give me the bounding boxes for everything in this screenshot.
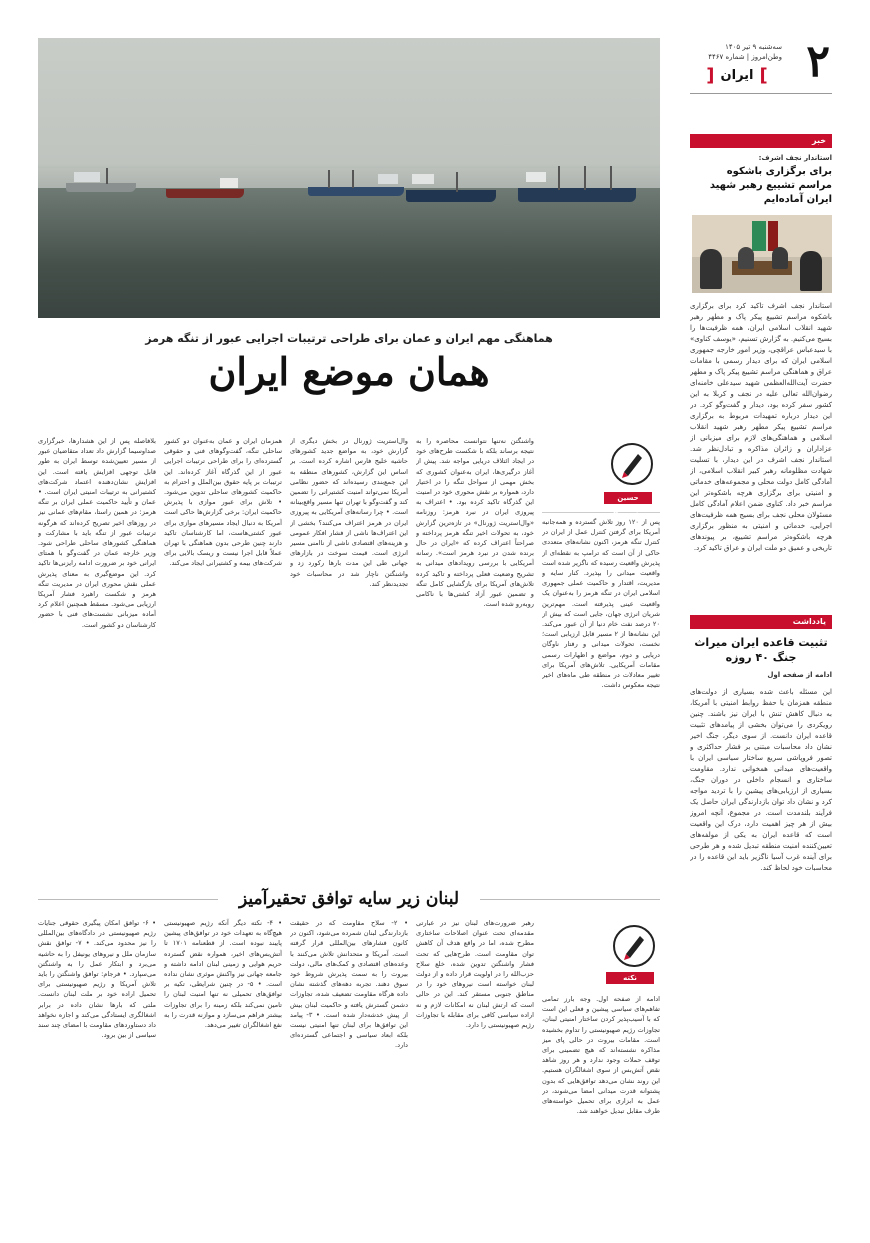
main-article (38, 38, 660, 1116)
flag-icon (752, 221, 766, 251)
note-tag: نکته (606, 972, 654, 984)
sea-surface (38, 188, 660, 318)
bracket-close-icon: [ (706, 64, 715, 86)
issue-line: وطن‌امروز | شماره ۴۴۶۷ (708, 53, 782, 61)
news-body: استاندار نجف اشرف تاکید کرد برای برگزاری باشکوه مراسم تشییع پیکر پاک و مطهر رهبر شهید انقلاب اسلامی ایران، همه ظرفیت‌ها را بسیج می‌کنیم. به گزارش تسنیم، «یوسف کناوی» با سیدعباس عراقچی، وزیر امور خارجه جمهوری اسلامی ایران که برای دیدار رسمی با مقامات عراق و هماهنگی مراسم تشییع پیکر پاک و مطهر حضرت آیت‌الله‌العظمی شهید سیدعلی خامنه‌ای رضوان‌الله تعالی علیه در نجف و کربلا به این کشور سفر کرده بود، دیدار و گفت‌وگو کرد. در این دیدار درباره تمهیدات مربوط به برگزاری مراسم تشییع پیکر مطهر رهبر شهید انقلاب اسلامی و هماهنگی‌های لازم برای میزبانی از عزاداران و زائران مذاکره و تبادل‌نظر شد. استاندار نجف اشرف در این دیدار، با تسلیت شهادت مظلومانه رهبر کبیر انقلاب اسلامی، از آمادگی کامل دولت محلی و مجموعه‌های خدماتی و امنیتی برای برگزاری هرچه باشکوه‌تر این مراسم خبر داد. کناوی ضمن اعلام آمادگی کامل مسئولان محلی نجف برای بسیج همه ظرفیت‌های اجرایی، خدماتی و امنیتی به منظور برگزاری هرچه باشکوه‌تر مراسم تشییع، بر پیوندهای تاریخی و عمیق دو ملت ایران و عراق تاکید کرد. (690, 302, 832, 552)
masthead-info (692, 42, 782, 62)
meeting-photo (692, 215, 832, 293)
lower-article-columns (38, 918, 660, 1196)
article-column-2 (416, 436, 534, 876)
article-kicker: هماهنگی مهم ایران و عمان برای طراحی ترتیبات اجرایی عبور از تنگه هرمز (145, 332, 553, 345)
ship-icon (308, 170, 404, 196)
article-columns (38, 436, 660, 876)
note-headline[interactable]: تثبیت قاعده ایران میراث جنگ ۴۰ روزه (694, 636, 828, 664)
page-number: ۲ (806, 36, 830, 87)
note-label: یادداشت (690, 615, 832, 629)
article-column-5 (38, 436, 156, 876)
article-column-1 (542, 436, 660, 876)
pen-nib-icon (612, 924, 656, 968)
note-continuation: ادامه از صفحه اول (767, 671, 832, 679)
note-body: این مسئله باعث شده بسیاری از دولت‌های منطقه همزمان با حفظ روابط امنیتی با آمریکا، به دنبال کاهش تنش با ایران نیز باشند. چنین رویکردی را می‌توان بخشی از پیامدهای تثبیت قاعده ایران دانست. از سوی دیگر، جنگ اخیر نشان داد محاسبات مبتنی بر فشار حداکثری و تصور فروپاشی سریع ساختار سیاسی ایران با واقعیت‌های میدانی همخوانی ندارد. مقاومت ساختاری و انسجام داخلی در دوران جنگ، بسیاری از ارزیابی‌های پیشین را با تردید مواجه کرد و نشان داد توان بازدارندگی ایران حاصل یک فرآیند بلندمدت است. در مجموع، آنچه امروز بیش از هر چیز اهمیت دارد، درک این واقعیت است که قاعده ایران به یکی از مولفه‌های تعیین‌کننده امنیت منطقه تبدیل شده و هر طرحی برای آینده غرب آسیا ناگزیر باید این قاعده را در محاسبات خود لحاظ کند. (690, 688, 832, 872)
lower-column-1 (542, 918, 660, 1196)
section-title: ایران (720, 67, 754, 83)
lower-column-2 (416, 918, 534, 1196)
ship-icon (166, 176, 244, 198)
date-line: سه‌شنبه ۹ تیر ۱۴۰۵ (725, 43, 782, 51)
column-text: واشنگتن نه‌تنها نتوانست محاصره را به نتیجه برساند بلکه با شکست طرح‌های خود در ایجاد ائتلاف دریایی مواجه شد. پیش از آغاز درگیری‌ها، ایران به‌عنوان کشوری که بخش مهمی از سواحل تنگه را در اختیار دارد، همواره بر نقش محوری خود در امنیت این گذرگاه تاکید کرده بود. • اعتراف به پیروزی ایران در نبرد هرمز: روزنامه «وال‌استریت ژورنال» در تازه‌ترین گزارش خود، به تحولات اخیر تنگه هرمز پرداخته و صراحتاً اعتراف کرده که «ایران در حال برنده شدن در نبرد هرمز است». رسانه آمریکایی با بررسی رویدادهای میدانی به تشریح وضعیت فعلی پرداخته و تاکید کرده تلاش‌های آمریکا برای بازگشایی کامل تنگه و تضمین عبور آزاد کشتی‌ها با ناکامی روبه‌رو شده است. (416, 437, 534, 609)
masthead (690, 38, 832, 94)
author-name: حسین کیانمنش (604, 492, 652, 504)
section-label (694, 64, 780, 86)
lower-column-5 (38, 918, 156, 1196)
author-box (542, 436, 660, 513)
bracket-open-icon: ] (759, 64, 768, 86)
article-column-3 (290, 436, 408, 876)
pen-nib-icon (610, 442, 654, 486)
column-text: ادامه از صفحه اول. وجه بارز تمامی تفاهم‌های سیاسی پیشین و فعلی این است که با آسیب‌پذیر کردن ساختار امنیتی لبنان، تجاوزات رژیم صهیونیستی را تداوم بخشیده است. مقامات بیروت در حالی پای میز مذاکره نشسته‌اند که هیچ تضمینی برای توقف حملات وجود ندارد و هر روز شاهد نقض آتش‌بس از سوی اشغالگران هستیم. این روند نشان می‌دهد توافق‌هایی که بدون پشتوانه قدرت میدانی امضا می‌شوند، در عمل به ابزاری برای تحمیل خواسته‌های طرف مقابل تبدیل خواهند شد. (542, 995, 660, 1116)
column-text: • ۶- توافق امکان پیگیری حقوقی جنایات رژیم صهیونیستی در دادگاه‌های بین‌المللی را نیز محدود می‌کند. • ۷- توافق نقش سازمان ملل و نیروهای یونیفل را به حاشیه می‌برد و ابتکار عمل را به واشنگتن می‌سپارد. • فرجام: توافق واشنگتن را باید تلاش آمریکا و رژیم صهیونیستی برای تحمیل اراده خود بر ملت لبنان دانست. ملتی که بارها نشان داده در برابر اشغالگری ایستادگی می‌کند و اجازه نخواهد داد دستاوردهای مقاومت با امضای چند سند سیاسی از بین برود. (38, 919, 156, 1040)
column-text: وال‌استریت ژورنال در بخش دیگری از گزارش خود، به مواضع جدید کشورهای حاشیه خلیج فارس اشاره کرده است. بر اساس این گزارش، کشورهای منطقه به این جمع‌بندی رسیده‌اند که حضور نظامی آمریکا نمی‌تواند امنیت کشتیرانی را تضمین کند و گفت‌وگو با تهران تنها مسیر واقع‌بینانه است. • چرا رسانه‌های آمریکایی به پیروزی ایران در هرمز اعتراف می‌کنند؟ بخشی از این اعتراف‌ها ناشی از فشار افکار عمومی و هزینه‌های اقتصادی ناشی از ناامنی مسیر انرژی است. قیمت سوخت در بازارهای جهانی طی این مدت بارها رکورد زد و واشنگتن ناچار شد در محاسبات خود تجدیدنظر کند. (290, 437, 408, 588)
column-text: • ۴- نکته دیگر آنکه رژیم صهیونیستی هیچ‌گاه به تعهدات خود در توافق‌های پیشین پایبند نبوده است. از قطعنامه ۱۷۰۱ تا آتش‌بس‌های اخیر، همواره نقض گسترده حریم هوایی و زمینی لبنان ادامه داشته و جامعه جهانی نیز واکنش موثری نشان نداده است. • ۵- در چنین شرایطی، تکیه بر توافق‌های تحمیلی نه تنها امنیت لبنان را تامین نمی‌کند بلکه زمینه را برای تجاوزات بیشتر فراهم می‌سازد و موازنه قدرت را به نفع اشغالگران تغییر می‌دهد. (164, 919, 282, 1030)
news-kicker: استاندار نجف اشرف: (758, 154, 832, 162)
note-box (542, 918, 660, 990)
lower-article-headline[interactable]: لبنان زیر سایه توافق تحقیرآمیز (218, 884, 480, 914)
column-text: • ۲- سلاح مقاومت که در حقیقت بازدارندگی لبنان شمرده می‌شود، اکنون در کانون فشارهای بین‌المللی قرار گرفته است. آمریکا و متحدانش تلاش می‌کنند با وعده‌های اقتصادی و کمک‌های مالی، دولت بیروت را به سمت پذیرش شروط خود سوق دهند. تجربه دهه‌های گذشته نشان داده هرگاه مقاومت تضعیف شده، تجاوزات دشمن گسترش یافته و حاکمیت لبنان بیش از پیش خدشه‌دار شده است. • ۳- پیامد این توافق‌ها برای لبنان تنها امنیتی نیست بلکه ابعاد سیاسی و اجتماعی گسترده‌ای دارد. (290, 919, 408, 1050)
ship-icon (518, 166, 636, 202)
news-headline[interactable]: برای برگزاری باشکوه مراسم تشییع رهبر شهید ایران آماده‌ایم (709, 166, 832, 205)
lower-column-3 (290, 918, 408, 1196)
ship-icon (406, 172, 496, 202)
column-text: بلافاصله پس از این هشدارها، خبرگزاری صداوسیما گزارش داد تعداد متقاضیان عبور از مسیر تعیین‌شده توسط ایران به طور قابل توجهی افزایش یافته است. این افزایش نشان‌دهنده اعتماد شرکت‌های کشتیرانی به ترتیبات امنیتی ایران است. • عمان و تأیید حاکمیت عملی ایران بر تنگه هرمز: در همین راستا، مقام‌های عمانی نیز در روزهای اخیر تصریح کرده‌اند که هرگونه ترتیبات عبور از تنگه باید با مشارکت و هماهنگی کشورهای ساحلی طراحی شود. وزیر خارجه عمان در گفت‌وگو با همتای ایرانی خود بر ضرورت ادامه رایزنی‌ها تاکید کرد. این موضع‌گیری به معنای پذیرش عملی نقش محوری ایران در مدیریت تنگه هرمز و شکست راهبرد فشار آمریکا ارزیابی می‌شود. مسقط همچنین اعلام کرد آماده میزبانی نشست‌های فنی با حضور کارشناسان دو کشور است. (38, 437, 156, 629)
hero-photo-strait (38, 38, 660, 318)
column-text: پس از ۱۲۰ روز تلاش گسترده و همه‌جانبه آمریکا برای گرفتن کنترل عمل از ایران در کنترل تنگه هرمز، اکنون نشانه‌های متعددی حاکی از آن است که ترامپ به نقطه‌ای از پذیرش واقعیت رسیده که ناگزیر شده است واقعیت میدانی را بپذیرد. کنار سایه و مدیریت، اقتدار و حاکمیت عملی جمهوری اسلامی ایران در تنگه هرمز را به‌عنوان یک واقعیت عینی پذیرفته است. مهم‌ترین شریان انرژی جهان، جایی است که بیش از ۲۰ درصد نفت خام دنیا از آن عبور می‌کند. این نشانه‌ها از ۲ مسیر قابل ارزیابی است؛ نخست، تحولات میدانی و رفتار ناوگان دریایی و دوم، مواضع و اظهارات رسمی مقامات آمریکایی. تلاش‌های آمریکا برای تغییر معادلات در منطقه طی ماه‌های اخیر نتیجه معکوس داشت. (542, 518, 660, 690)
news-label: خبر (690, 134, 832, 148)
article-headline[interactable]: همان موضع ایران (208, 349, 490, 394)
ship-icon (66, 168, 136, 192)
lower-column-4 (164, 918, 282, 1196)
right-sidebar (690, 38, 832, 1198)
column-text: رهبر ضرورت‌های لبنان نیز در عبارتی مقدمه‌ای تحت عنوان اصلاحات ساختاری مطرح شده، اما در واقع هدف آن کاهش توان مقاومت است. طرح‌هایی که تحت فشار واشنگتن تدوین شده، خلع سلاح حزب‌الله را در اولویت قرار داده و از دولت لبنان خواسته است نیروهای خود را در مناطق جنوبی مستقر کند. این در حالی است که ارتش لبنان نه امکانات لازم و نه اراده سیاسی کافی برای مقابله با تجاوزات رژیم صهیونیستی را دارد. (416, 919, 534, 1030)
lower-article-header (38, 884, 660, 914)
article-column-4 (164, 436, 282, 876)
column-text: همزمان ایران و عمان به‌عنوان دو کشور ساحلی تنگه، گفت‌وگوهای فنی و حقوقی گسترده‌ای را برای طراحی ترتیبات اجرایی عبور از این گذرگاه آغاز کرده‌اند. این ترتیبات بر پایه حقوق بین‌الملل و احترام به حاکمیت کشورهای ساحلی تدوین می‌شود. • تلاش برای عبور موازی با پذیرش حاکمیت ایران: برخی گزارش‌ها حاکی است آمریکا به دنبال ایجاد مسیرهای موازی برای عبور کشتی‌هاست، اما کارشناسان تاکید دارند چنین طرحی بدون هماهنگی با تهران عملاً قابل اجرا نیست و ریسک بالایی برای شرکت‌های بیمه و کشتیرانی ایجاد می‌کند. (164, 437, 282, 568)
